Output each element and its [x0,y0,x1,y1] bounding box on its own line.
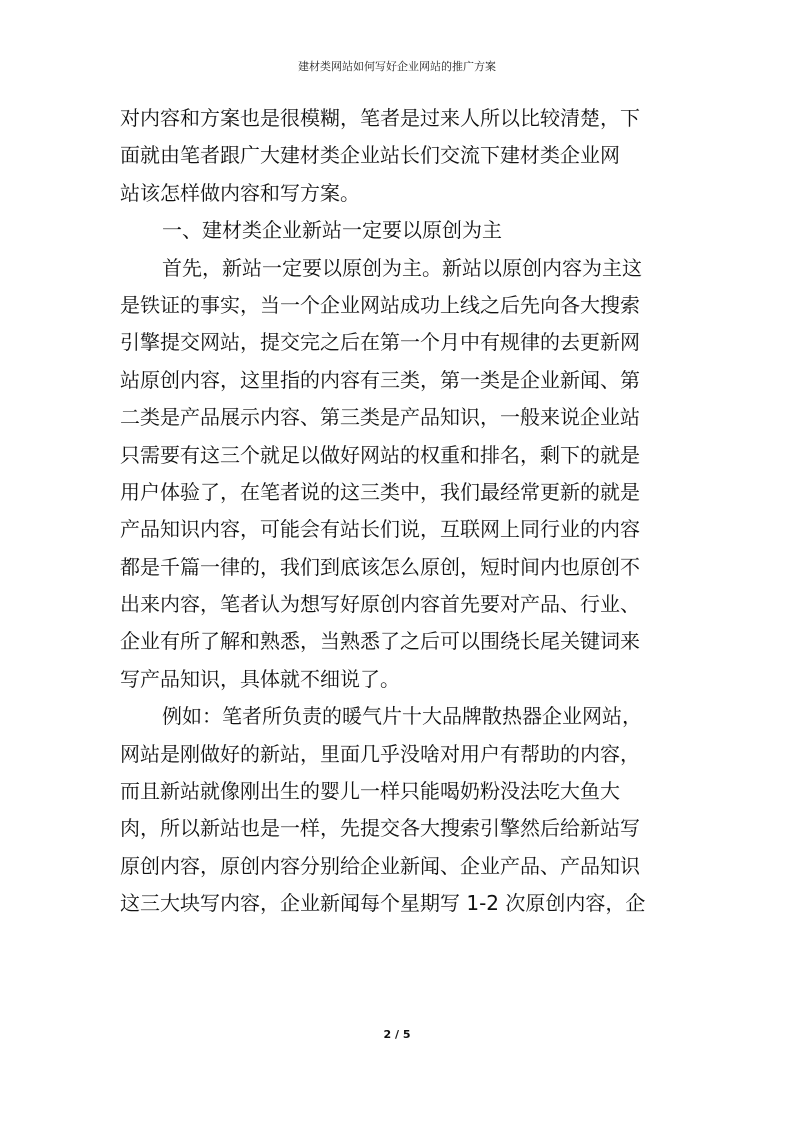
page-number: 2 / 5 [383,1028,411,1041]
text-line: 原创内容，原创内容分别给企业新闻、企业产品、产品知识 [120,853,640,878]
text-line: 企业有所了解和熟悉，当熟悉了之后可以围绕长尾关键词来 [120,629,640,654]
text-line: 二类是产品展示内容、第三类是产品知识，一般来说企业站 [120,405,640,430]
text-line: 都是千篇一律的，我们到底该怎么原创，短时间内也原创不 [120,554,640,579]
section-heading: 一、建材类企业新站一定要以原创为主 [162,218,502,243]
text-line: 面就由笔者跟广大建材类企业站长们交流下建材类企业网 [120,143,620,168]
text-line: 用户体验了，在笔者说的这三类中，我们最经常更新的就是 [120,479,640,504]
text-line: 出来内容，笔者认为想写好原创内容首先要对产品、行业、 [120,592,640,617]
text-line: 只需要有这三个就足以做好网站的权重和排名，剩下的就是 [120,442,640,467]
text-line: 对内容和方案也是很模糊，笔者是过来人所以比较清楚，下 [120,106,640,130]
text-line: 网站是刚做好的新站，里面几乎没啥对用户有帮助的内容， [120,741,640,766]
text-line: 引擎提交网站，提交完之后在第一个月中有规律的去更新网 [120,330,640,355]
text-line: 而且新站就像刚出生的婴儿一样只能喝奶粉没法吃大鱼大 [120,779,620,804]
text-line: 站原创内容，这里指的内容有三类，第一类是企业新闻、第 [120,367,640,392]
text-line: 是铁证的事实，当一个企业网站成功上线之后先向各大搜索 [120,292,640,317]
page-header-title: 建材类网站如何写好企业网站的推广方案 [298,60,496,73]
paragraph-first-line: 首先，新站一定要以原创为主。新站以原创内容为主这 [162,255,642,280]
paragraph-first-line: 例如：笔者所负责的暖气片十大品牌散热器企业网站， [162,704,642,729]
text-line: 站该怎样做内容和写方案。 [120,180,360,205]
text-line: 写产品知识，具体就不细说了。 [120,666,400,691]
document-body [120,100,680,923]
text-line: 产品知识内容，可能会有站长们说，互联网上同行业的内容 [120,517,640,542]
text-line: 肉，所以新站也是一样，先提交各大搜索引擎然后给新站写 [120,816,640,841]
text-line: 这三大块写内容，企业新闻每个星期写 1-2 次原创内容，企 [120,891,646,916]
